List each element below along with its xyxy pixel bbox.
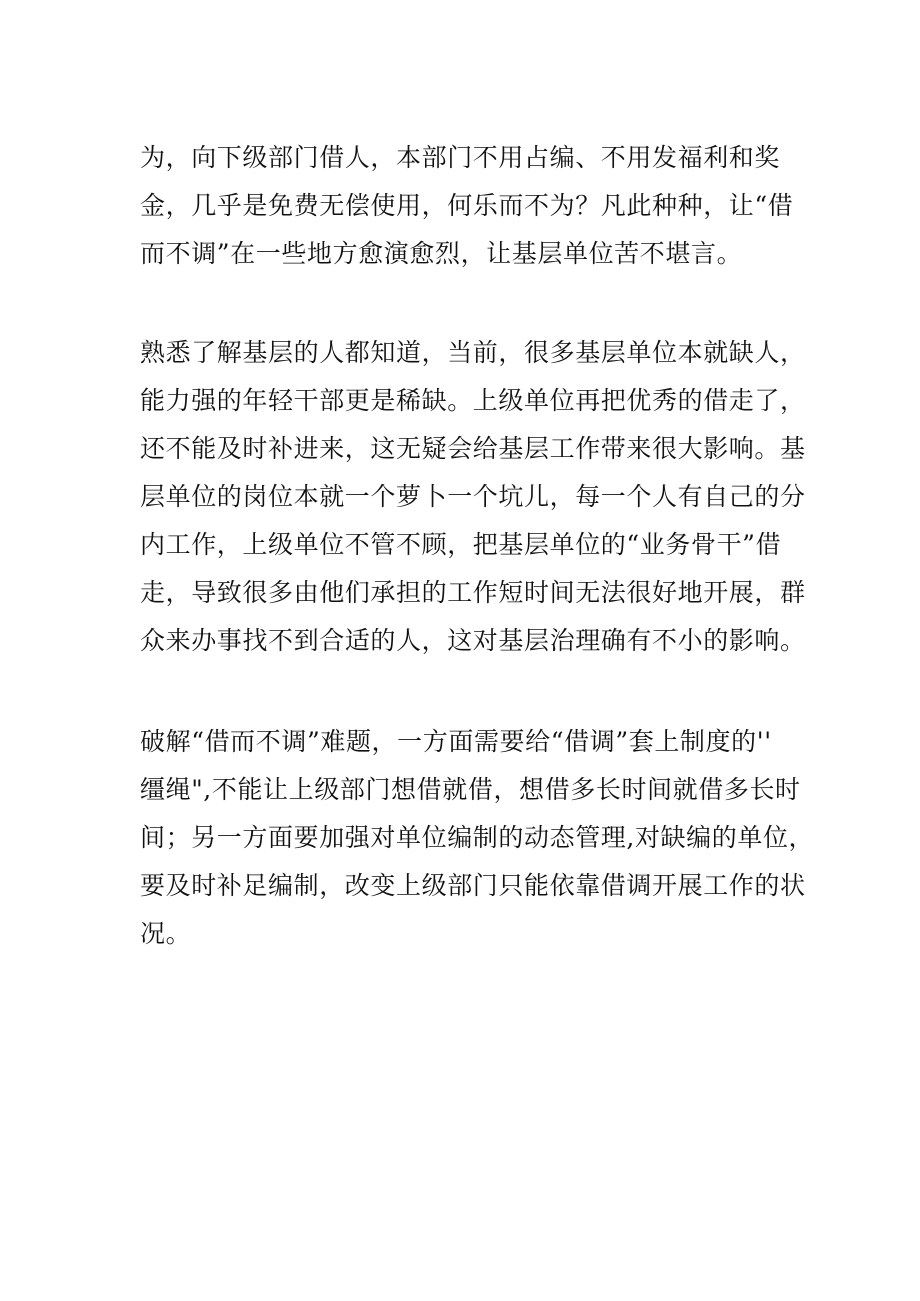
- text-line: 内工作，上级单位不管不顾，把基层单位的“业务骨干”借: [140, 530, 782, 559]
- text-line: 熟悉了解基层的人都知道，当前，很多基层单位本就缺人，: [140, 338, 806, 367]
- text-line: 层单位的岗位本就一个萝卜一个坑儿，每一个人有自己的分: [140, 482, 806, 511]
- text-line: 能力强的年轻干部更是稀缺。上级单位再把优秀的借走了，: [140, 386, 806, 415]
- text-line: 为，向下级部门借人，本部门不用占编、不用发福利和奖: [140, 143, 781, 172]
- text-line: 还不能及时补进来，这无疑会给基层工作带来很大影响。基: [140, 434, 806, 463]
- paragraph-3: [140, 718, 815, 958]
- text-line: 要及时补足编制，改变上级部门只能依靠借调开展工作的状: [140, 871, 806, 900]
- text-line: 破解“借而不调”难题，一方面需要给“借调”套上制度的'': [140, 727, 772, 756]
- text-line: 众来办事找不到合适的人，这对基层治理确有不小的影响。: [140, 626, 806, 655]
- paragraph-2: [140, 329, 806, 665]
- text-line: 而不调”在一些地方愈演愈烈，让基层单位苦不堪言。: [140, 239, 743, 268]
- text-line: 间；另一方面要加强对单位编制的动态管理,对缺编的单位，: [140, 823, 815, 852]
- text-line: 金，几乎是免费无偿使用，何乐而不为？凡此种种，让“借: [140, 191, 794, 220]
- text-line: 走，导致很多由他们承担的工作短时间无法很好地开展，群: [140, 578, 806, 607]
- paragraph-1: [140, 134, 800, 278]
- text-line: 况。: [140, 919, 192, 948]
- text-line: 缰绳",不能让上级部门想借就借，想借多长时间就借多长时: [140, 775, 801, 804]
